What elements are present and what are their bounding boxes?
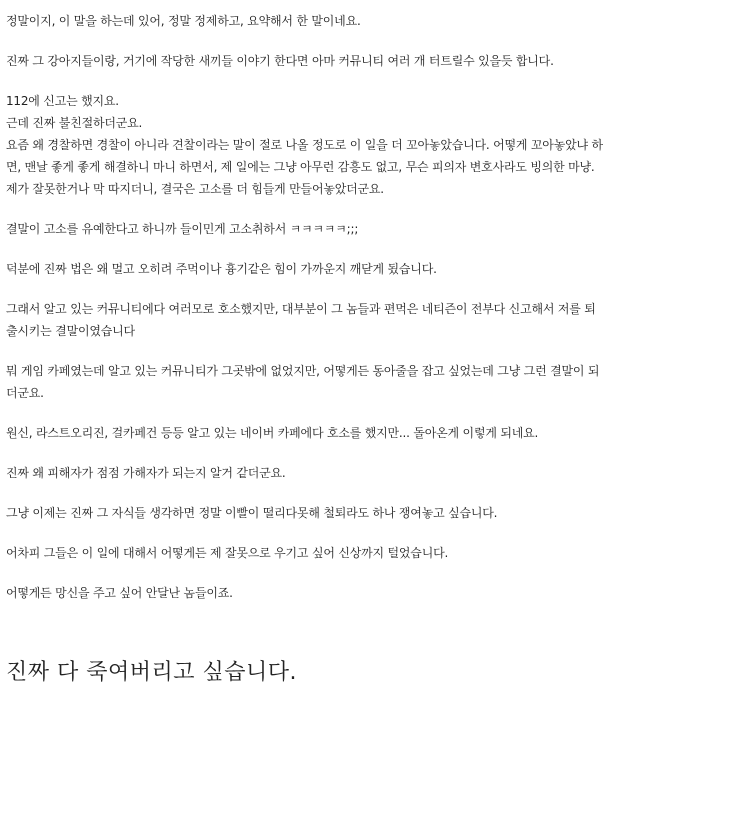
paragraph-1 xyxy=(6,10,720,32)
paragraph-line: 출시키는 결말이였습니다 xyxy=(6,324,135,338)
paragraph-6 xyxy=(6,298,720,342)
paragraph-line: 원신, 라스트오리진, 걸카페건 등등 알고 있는 네이버 카페에다 호소를 했지만... 돌아온게 이렇게 되네요. xyxy=(6,426,539,440)
paragraph-10 xyxy=(6,502,720,524)
paragraph-line: 112에 신고는 했지요. xyxy=(6,94,119,108)
paragraph-line: 근데 진짜 불친절하더군요. xyxy=(6,116,143,130)
paragraph-line: 요즘 왜 경찰하면 경찰이 아니라 견찰이라는 말이 절로 나올 정도로 이 일을 더 꼬아놓았습니다. 어떻게 꼬아놓았냐 하 xyxy=(6,138,603,152)
paragraph-9 xyxy=(6,462,720,484)
paragraph-12 xyxy=(6,582,720,604)
paragraph-7 xyxy=(6,360,720,404)
paragraph-line: 면, 맨날 좋게 좋게 해결하니 마니 하면서, 제 일에는 그냥 아무런 감흥도 없고, 무슨 피의자 변호사라도 빙의한 마냥. xyxy=(6,160,595,174)
paragraph-3 xyxy=(6,90,720,200)
paragraph-line: 덕분에 진짜 법은 왜 멀고 오히려 주먹이나 흉기같은 힘이 가까운지 깨닫게 됬습니다. xyxy=(6,262,437,276)
paragraph-line: 그냥 이제는 진짜 그 자식들 생각하면 정말 이빨이 떨리다못해 철퇴라도 하나 쟁여놓고 싶습니다. xyxy=(6,506,498,520)
paragraph-line: 제가 잘못한거나 막 따지더니, 결국은 고소를 더 힘들게 만들어놓았더군요. xyxy=(6,182,384,196)
paragraph-line: 결말이 고소를 유예한다고 하니까 들이민게 고소취하서 ㅋㅋㅋㅋㅋ;;; xyxy=(6,222,359,236)
paragraph-line: 정말이지, 이 말을 하는데 있어, 정말 정제하고, 요약해서 한 말이네요. xyxy=(6,14,361,28)
closing-headline: 진짜 다 죽여버리고 싶습니다. xyxy=(6,660,297,685)
paragraph-line: 진짜 왜 피해자가 점점 가해자가 되는지 알거 같더군요. xyxy=(6,466,286,480)
paragraph-line: 더군요. xyxy=(6,386,44,400)
paragraph-2 xyxy=(6,50,720,72)
paragraph-line: 뭐 게임 카페였는데 알고 있는 커뮤니티가 그곳밖에 없었지만, 어떻게든 동아줄을 잡고 싶었는데 그냥 그런 결말이 되 xyxy=(6,364,600,378)
paragraph-8 xyxy=(6,422,720,444)
paragraph-5 xyxy=(6,258,720,280)
paragraph-11 xyxy=(6,542,720,564)
paragraph-4 xyxy=(6,218,720,240)
paragraph-line: 그래서 알고 있는 커뮤니티에다 여러모로 호소했지만, 대부분이 그 놈들과 편먹은 네티즌이 전부다 신고해서 저를 퇴 xyxy=(6,302,596,316)
paragraph-line: 어떻게든 망신을 주고 싶어 안달난 놈들이죠. xyxy=(6,586,233,600)
paragraph-line: 어차피 그들은 이 일에 대해서 어떻게든 제 잘못으로 우기고 싶어 신상까지 털었습니다. xyxy=(6,546,449,560)
paragraph-line: 진짜 그 강아지들이랑, 거기에 작당한 새끼들 이야기 한다면 아마 커뮤니티 여러 개 터트릴수 있을듯 합니다. xyxy=(6,54,554,68)
